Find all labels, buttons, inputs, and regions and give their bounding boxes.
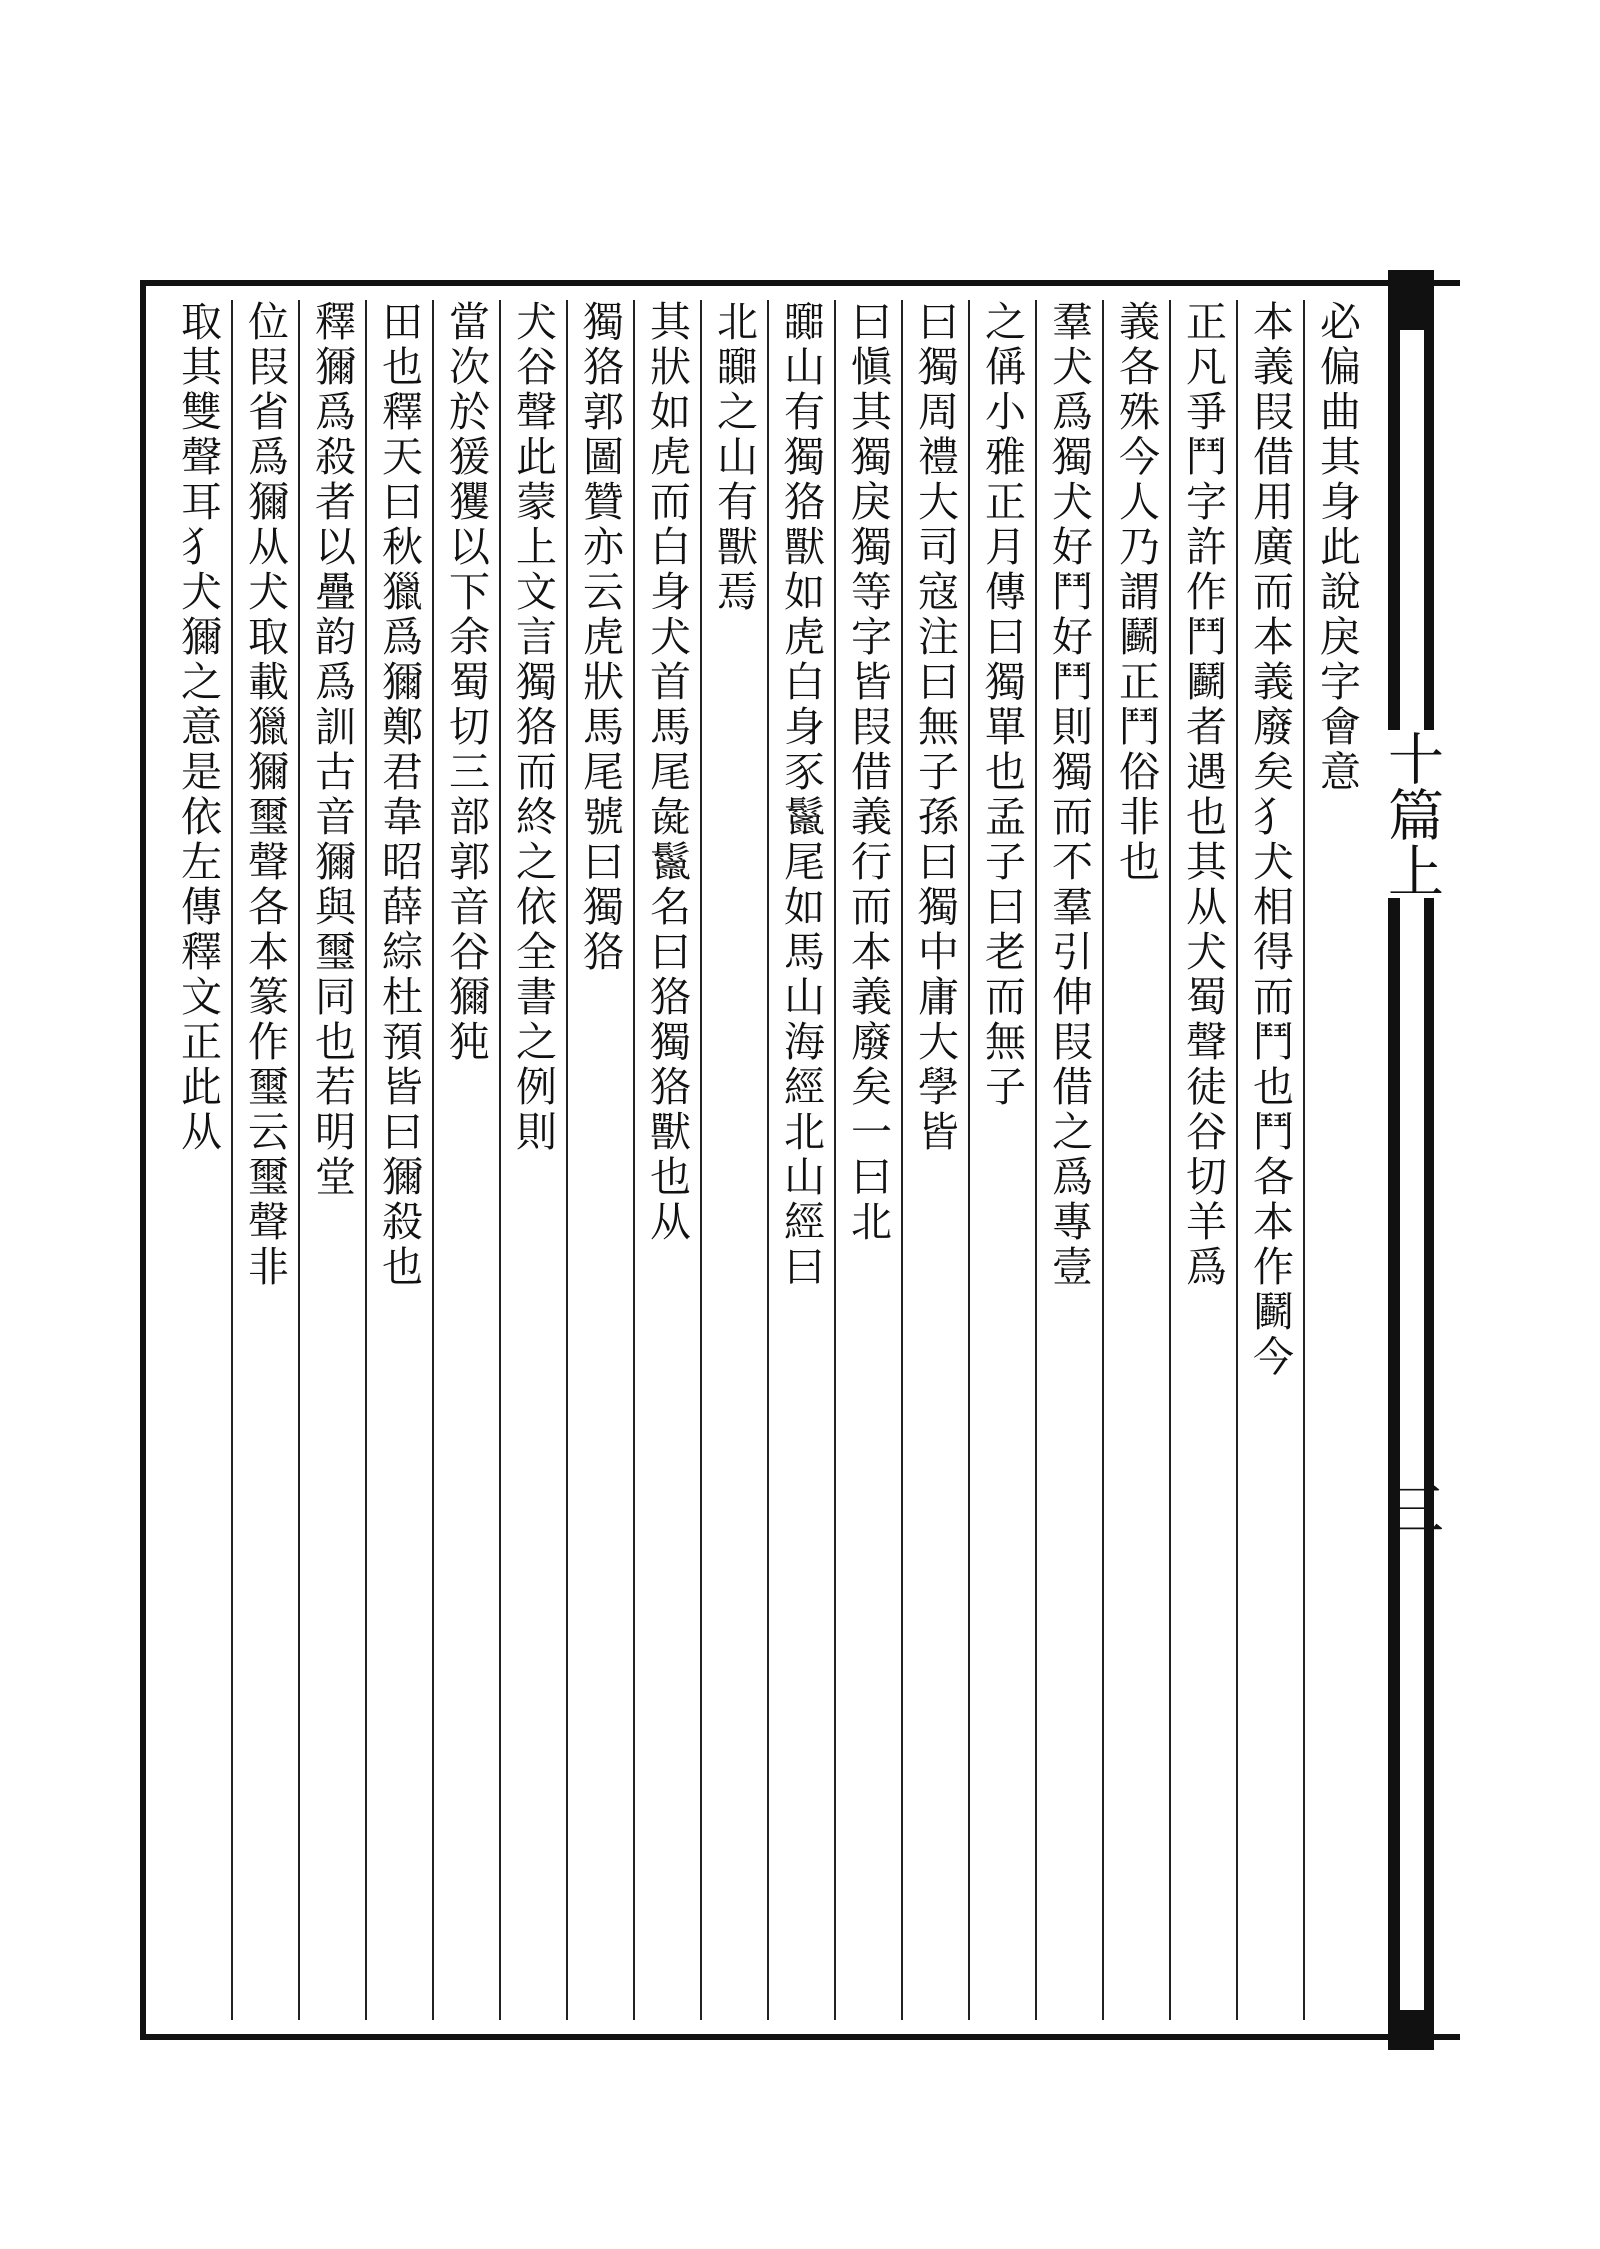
- text-column: 田也釋天曰秋獵爲獮鄭君韋昭薛綜杜預皆曰獮殺也: [365, 300, 432, 2020]
- text-column: 犬谷聲此蒙上文言獨狢而終之依全書之例則: [499, 300, 566, 2020]
- text-column: 曰獨周禮大司寇注曰無子孫曰獨中庸大學皆: [901, 300, 968, 2020]
- text-column: 正凡爭鬥字許作鬥鬬者遇也其从犬蜀聲徒谷切羊爲: [1169, 300, 1236, 2020]
- folio-number: 三: [1379, 1480, 1444, 1536]
- text-column: 北嚻之山有獸焉: [700, 300, 767, 2020]
- text-column: 位叚省爲獮从犬取載獵獮璽聲各本篆作璽云璽聲非: [231, 300, 298, 2020]
- center-fold-inner: [1400, 330, 1424, 2010]
- text-column: 獨狢郭圖贊亦云虎狀馬尾號曰獨狢: [566, 300, 633, 2020]
- text-columns: [150, 300, 1370, 2020]
- volume-label: 十篇上: [1376, 730, 1446, 898]
- text-column: 義各殊今人乃謂鬬正鬥俗非也: [1102, 300, 1169, 2020]
- text-column: 羣犬爲獨犬好鬥好鬥則獨而不羣引伸叚借之爲專壹: [1035, 300, 1102, 2020]
- text-column: 其狀如虎而白身犬首馬尾彘鬣名曰狢獨狢獸也从: [633, 300, 700, 2020]
- text-column: 本義叚借用廣而本義廢矣犭犬相得而鬥也鬥各本作鬬今: [1236, 300, 1303, 2020]
- text-column: 當次於猨玃以下余蜀切三部郭音谷獮㹠: [432, 300, 499, 2020]
- text-column: 釋獮爲殺者以疊韵爲訓古音獮與璽同也若明堂: [298, 300, 365, 2020]
- text-column: 曰愼其獨戾獨等字皆叚借義行而本義廢矣一曰北: [834, 300, 901, 2020]
- text-column: 之偁小雅正月傳曰獨單也孟子曰老而無子: [968, 300, 1035, 2020]
- text-column: 嚻山有獨狢獸如虎白身豕鬣尾如馬山海經北山經曰: [767, 300, 834, 2020]
- text-column: 取其雙聲耳犭犬獮之意是依左傳釋文正此从: [174, 300, 222, 1155]
- text-column: 必偏曲其身此說戾字會意: [1303, 300, 1370, 2020]
